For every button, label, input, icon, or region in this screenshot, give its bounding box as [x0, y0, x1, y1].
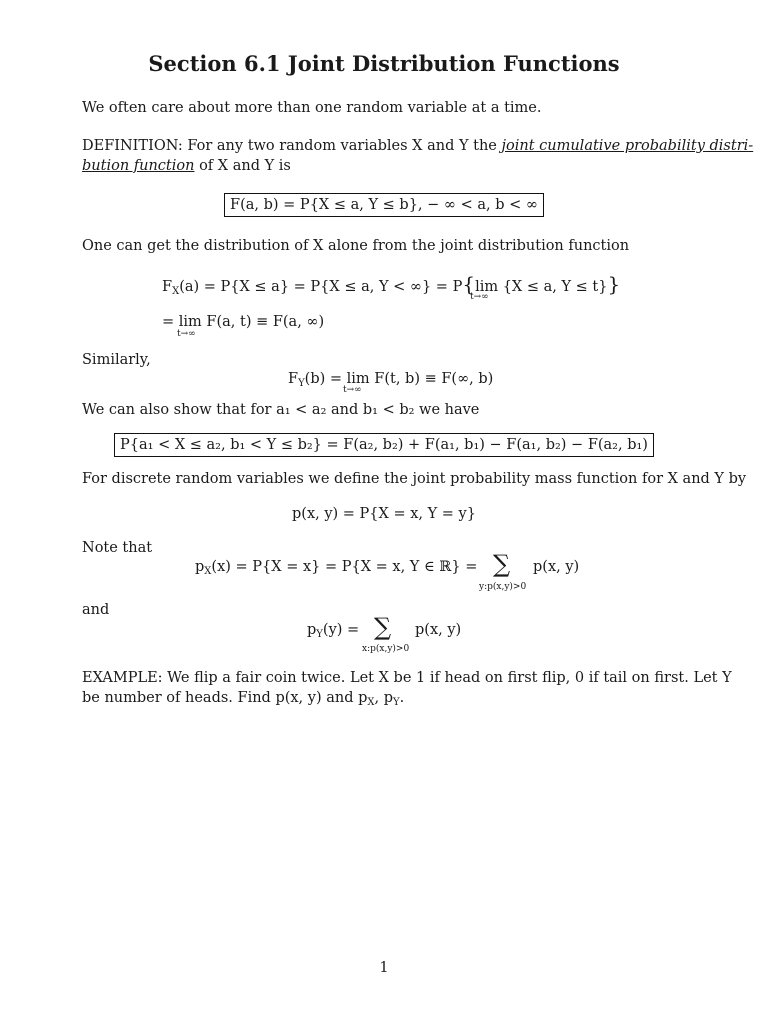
fx-equation-line1 — [162, 274, 620, 302]
joint-cdf-formula-row — [0, 193, 768, 217]
fx-brace-open: { — [462, 272, 476, 296]
fx-line2-lim-subscript: t→∞ — [177, 329, 196, 339]
similarly-text: Similarly, — [82, 352, 151, 368]
fx-subscript: X — [172, 286, 180, 297]
fy-lim-subscript: t→∞ — [343, 385, 362, 395]
py-equation: $p_Y(y)$ = — [307, 622, 360, 640]
rectangle-intro: We can also show that for a₁ < a₂ and b₁ < b₂ we have — [82, 402, 480, 418]
fx-brace-close: } — [607, 272, 621, 296]
page-number: 1 — [379, 960, 389, 976]
py-tail: p(x, y) — [415, 622, 462, 638]
pmf-intro: For discrete random variables we define the joint probability mass function for X and Y by — [82, 471, 747, 487]
intro-paragraph: We often care about more than one random variable at a time. — [82, 100, 542, 116]
fy-pre: (b) = — [304, 371, 343, 387]
rectangle-formula-row — [0, 433, 768, 457]
fx-line2-rest: F(a, t) ≡ F(a, ∞) — [206, 314, 325, 330]
joint-cdf-boxed-formula: F(a, b) = P{X ≤ a, Y ≤ b}, − ∞ < a, b < ∞ — [224, 193, 544, 217]
fx-lim: lim — [475, 279, 499, 295]
fx-line2-equals: = — [162, 314, 175, 330]
px-sum-symbol: ∑ — [493, 550, 511, 578]
fy-rest: F(t, b) ≡ F(∞, b) — [374, 371, 494, 387]
definition-prefix: DEFINITION: For any two random variables X and Y the — [82, 138, 502, 154]
fx-line2-lim: lim — [178, 314, 202, 330]
fx-lim-subscript: t→∞ — [470, 292, 489, 302]
py-sum-subscript: x:p(x,y)>0 — [362, 644, 410, 654]
px-sum-subscript: y:p(x,y)>0 — [479, 582, 527, 592]
fx-line1-rest: (a) = P{X ≤ a} = P{X ≤ a, Y < ∞} = P — [179, 279, 463, 295]
example-px-subscript: X — [367, 697, 375, 708]
example-line2: be number of heads. Find p(x, y) and $p_X$, $p_Y$. — [82, 690, 405, 708]
note-that-text: Note that — [82, 540, 153, 556]
marginal-intro: One can get the distribution of X alone from the joint distribution function — [82, 238, 630, 254]
py-formula: (y) = — [322, 622, 360, 638]
pmf-formula: p(x, y) = P{X = x, Y = y} — [292, 506, 476, 522]
definition-line2 — [82, 156, 291, 176]
px-subscript: X — [204, 566, 212, 577]
px-formula: (x) = P{X = x} = P{X = x, Y ∈ ℝ} = — [211, 559, 478, 575]
example-line2-tail: , p — [374, 690, 394, 706]
rectangle-boxed-formula: P{a₁ < X ≤ a₂, b₁ < Y ≤ b₂} = F(a₂, b₂) + F(a₁, b₁) − F(a₁, b₂) − F(a₂, b₁) — [114, 433, 654, 457]
example-line1: EXAMPLE: We flip a fair coin twice. Let X be 1 if head on first flip, 0 if tail on first. Let Y — [82, 670, 732, 686]
px-tail: p(x, y) — [533, 559, 580, 575]
fx-line1-tail: {X ≤ a, Y ≤ t} — [502, 279, 608, 295]
fy-equation: $F_Y(b) = \lim F(t$, b) ≡ F(∞, b) — [288, 371, 494, 389]
example-py-subscript: Y — [393, 697, 400, 708]
definition-line1 — [82, 136, 753, 156]
fy-lim: lim — [346, 371, 370, 387]
fx-symbol: F — [162, 279, 173, 295]
definition-term-part2: bution function — [82, 158, 195, 174]
definition-suffix: of X and Y is — [194, 158, 291, 174]
and-text: and — [82, 602, 110, 618]
definition-term-part1: joint cumulative probability distri- — [501, 138, 754, 154]
px-equation: $p_X(x) = P\{X = x\} = P\{X = x$, Y ∈ ℝ} = — [195, 559, 478, 577]
page-title: Section 6.1 Joint Distribution Functions — [148, 51, 620, 76]
py-subscript: Y — [316, 629, 323, 640]
example-line2-text: be number of heads. Find p(x, y) and p — [82, 690, 368, 706]
fy-subscript: Y — [298, 378, 305, 389]
py-sum-symbol: ∑ — [374, 613, 392, 641]
